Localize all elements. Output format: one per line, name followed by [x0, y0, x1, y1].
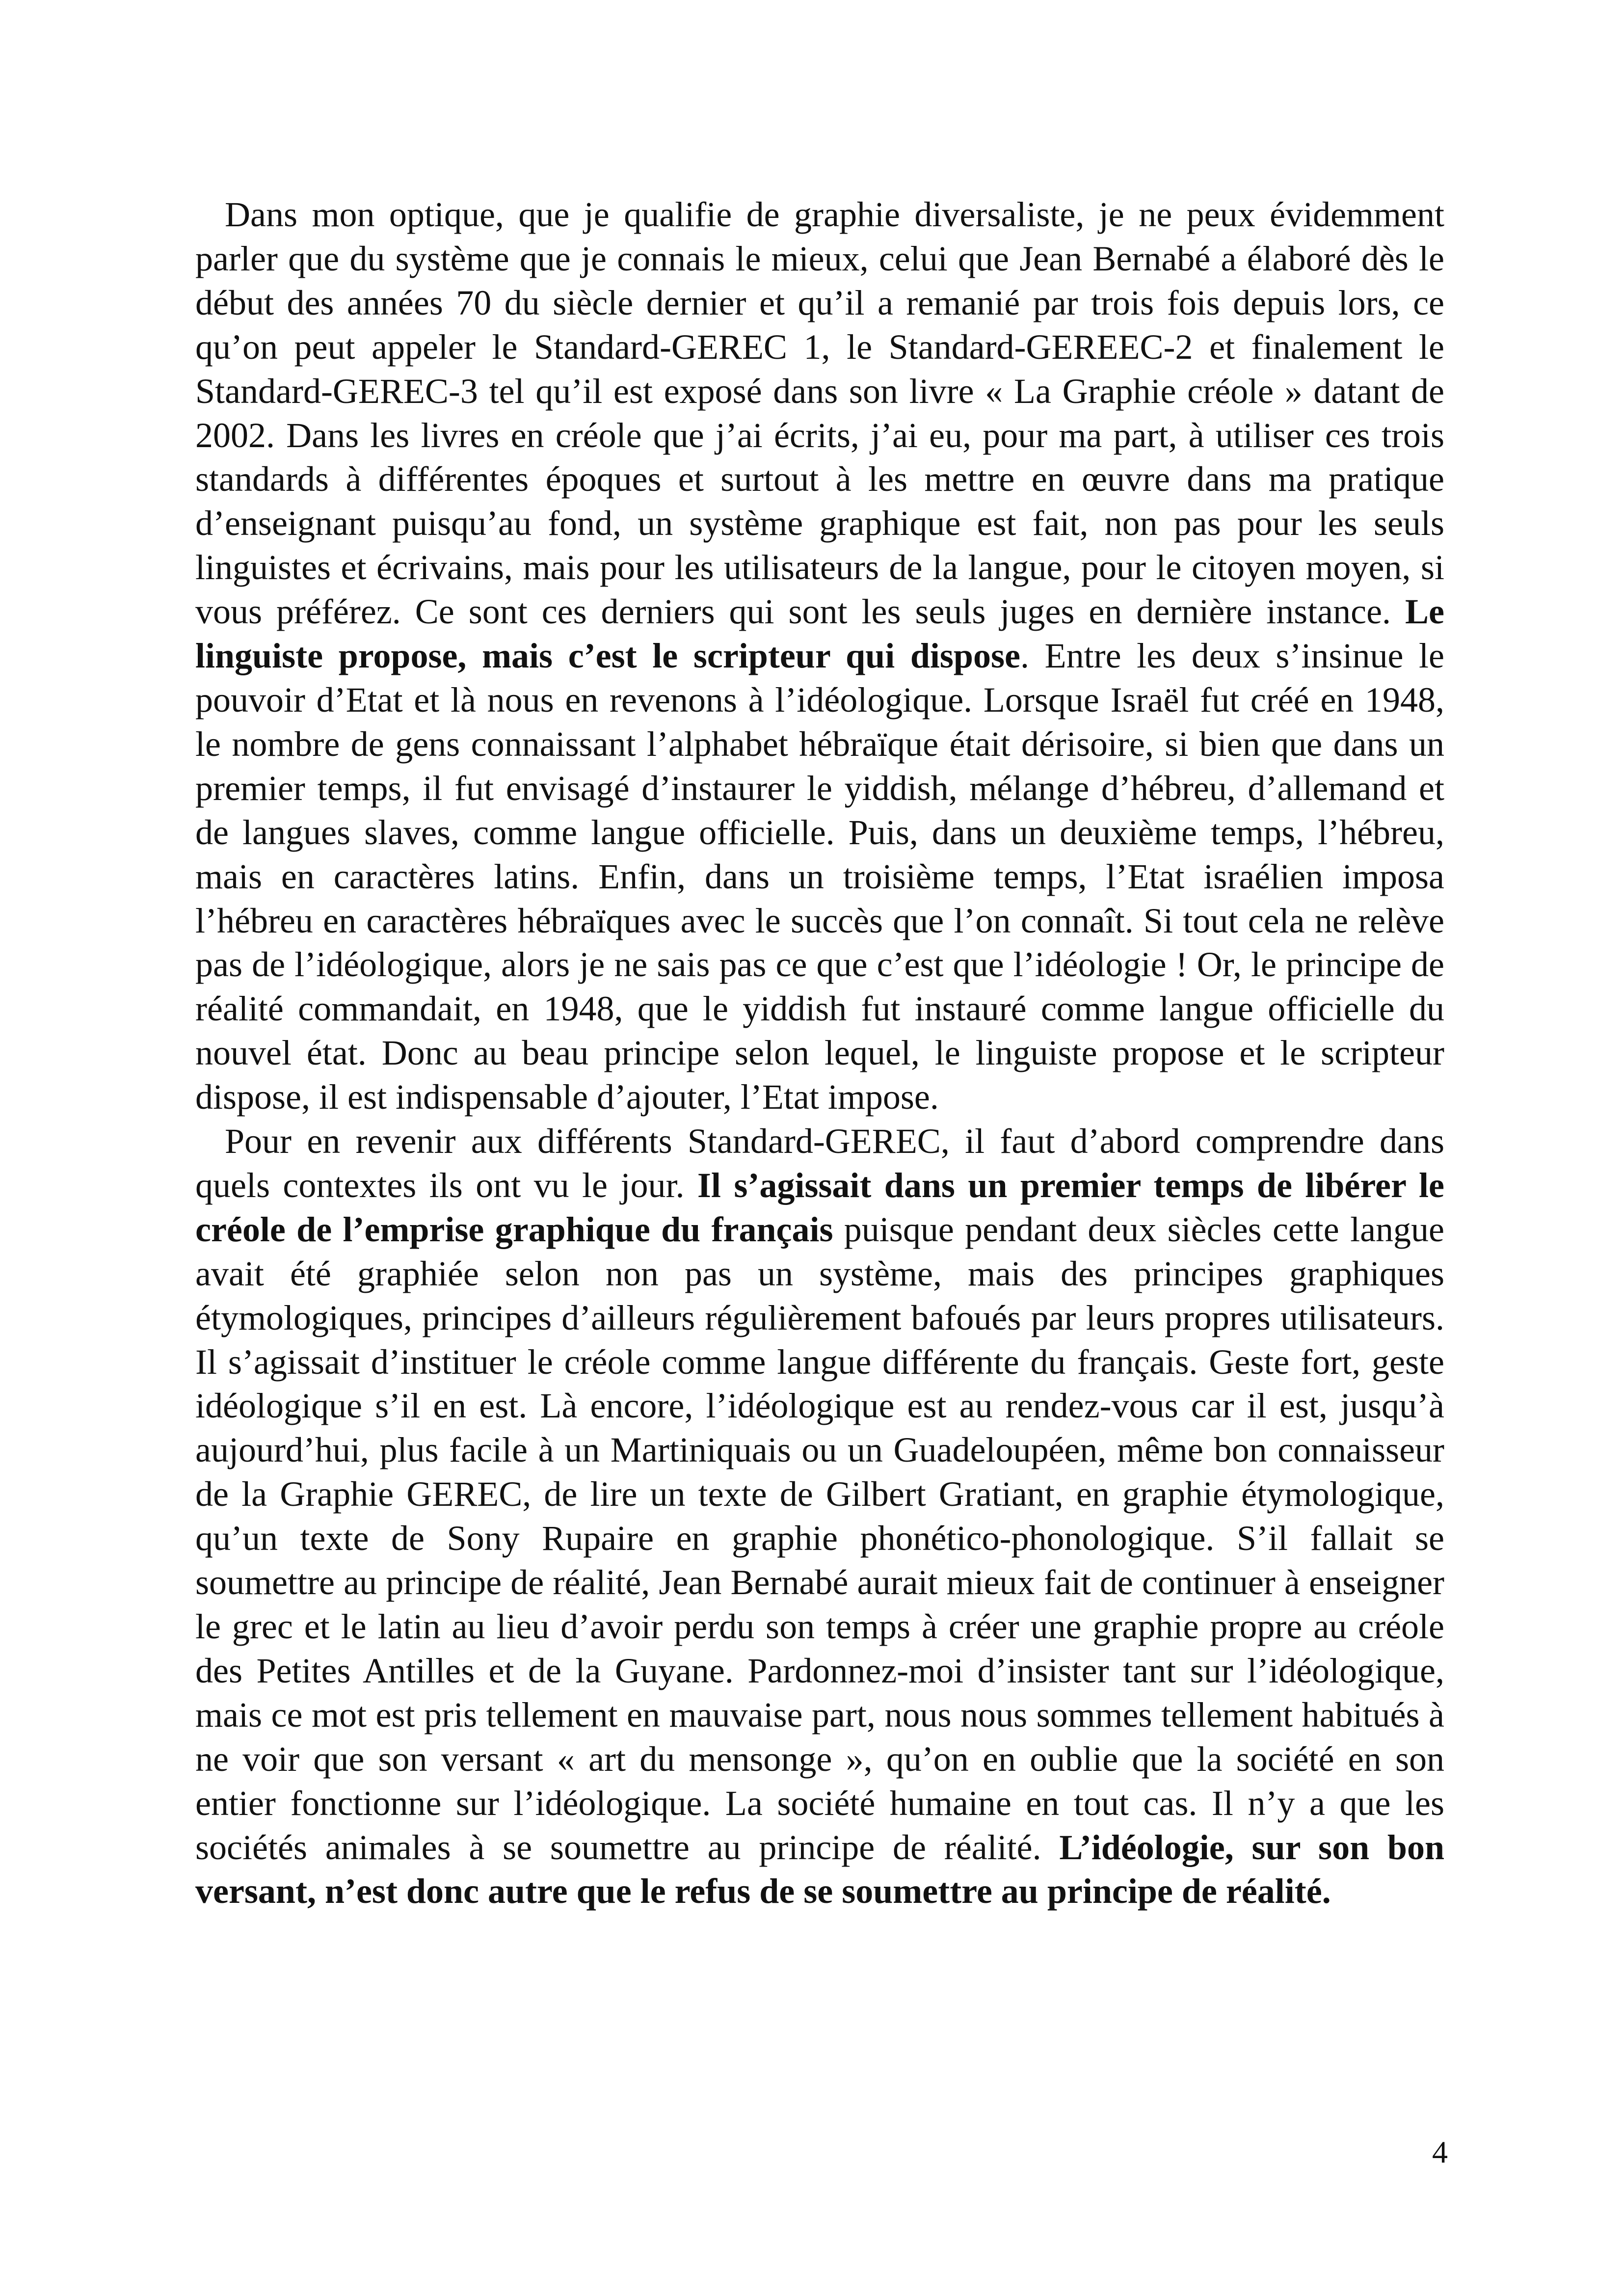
paragraph-1-bold-run: Le linguiste propose, mais c’est le scripteur qui dispose [195, 592, 1444, 676]
paragraph-2-bold-run-1: Il s’agissait dans un premier temps de libérer le créole de l’emprise graphique du français [195, 1165, 1444, 1249]
body-text [195, 193, 1444, 1914]
page-number: 4 [1432, 2135, 1448, 2169]
paragraph-1-run-1: Dans mon optique, que je qualifie de graphie diversaliste, je ne peux évidemment parler que du système que je connais le mieux, celui que Jean Bernabé a élaboré dès le début des années 70 du siècle dernier et qu’il a remanié par trois fois depuis lors, ce qu’on peut appeler le Standard-GEREC 1, le Standard-GEREEC-2 et finalement le Standard-GEREC-3 tel qu’il est exposé dans son livre « La Graphie créole » datant de 2002. Dans les livres en créole que j’ai écrits, j’ai eu, pour ma part, à utiliser ces trois standards à différentes époques et surtout à les mettre en œuvre dans ma pratique d’enseignant puisqu’au fond, un système graphique est fait, non pas pour les seuls linguistes et écrivains, mais pour les utilisateurs de la langue, pour le citoyen moyen, si vous préférez. Ce sont ces derniers qui sont les seuls juges en dernière instance. [195, 195, 1444, 632]
paragraph-2-bold-run-2: L’idéologie, sur son bon versant, n’est donc autre que le refus de se soumettre au principe de réalité. [195, 1827, 1444, 1911]
paragraph-1-run-3: . Entre les deux s’insinue le pouvoir d’Etat et là nous en revenons à l’idéologique. Lorsque Israël fut créé en 1948, le nombre de gens connaissant l’alphabet hébraïque était dérisoire, si bien que dans un premier temps, il fut envisagé d’instaurer le yiddish, mélange d’hébreu, d’allemand et de langues slaves, comme langue officielle. Puis, dans un deuxième temps, l’hébreu, mais en caractères latins. Enfin, dans un troisième temps, l’Etat israélien imposa l’hébreu en caractères hébraïques avec le succès que l’on connaît. Si tout cela ne relève pas de l’idéologique, alors je ne sais pas ce que c’est que l’idéologie ! Or, le principe de réalité commandait, en 1948, que le yiddish fut instauré comme langue officielle du nouvel état. Donc au beau principe selon lequel, le linguiste propose et le scripteur dispose, il est indispensable d’ajouter, l’Etat impose. [195, 636, 1445, 1117]
paragraph-1 [195, 193, 1444, 1120]
paragraph-2-run-1: Pour en revenir aux différents Standard-GEREC, il faut d’abord comprendre dans quels contextes ils ont vu le jour. [195, 1121, 1444, 1205]
paragraph-2 [195, 1120, 1444, 1914]
paragraph-2-run-3: puisque pendant deux siècles cette langue avait été graphiée selon non pas un système, mais des principes graphiques étymologiques, principes d’ailleurs régulièrement bafoués par leurs propres utilisateurs. Il s’agissait d’instituer le créole comme langue différente du français. Geste fort, geste idéologique s’il en est. Là encore, l’idéologique est au rendez-vous car il est, jusqu’à aujourd’hui, plus facile à un Martiniquais ou un Guadeloupéen, même bon connaisseur de la Graphie GEREC, de lire un texte de Gilbert Gratiant, en graphie étymologique, qu’un texte de Sony Rupaire en graphie phonético-phonologique. S’il fallait se soumettre au principe de réalité, Jean Bernabé aurait mieux fait de continuer à enseigner le grec et le latin au lieu d’avoir perdu son temps à créer une graphie propre au créole des Petites Antilles et de la Guyane. Pardonnez-moi d’insister tant sur l’idéologique, mais ce mot est pris tellement en mauvaise part, nous nous sommes tellement habitués à ne voir que son versant « art du mensonge », qu’on en oublie que la société en son entier fonctionne sur l’idéologique. La société humaine en tout cas. Il n’y a que les sociétés animales à se soumettre au principe de réalité. [195, 1209, 1444, 1867]
